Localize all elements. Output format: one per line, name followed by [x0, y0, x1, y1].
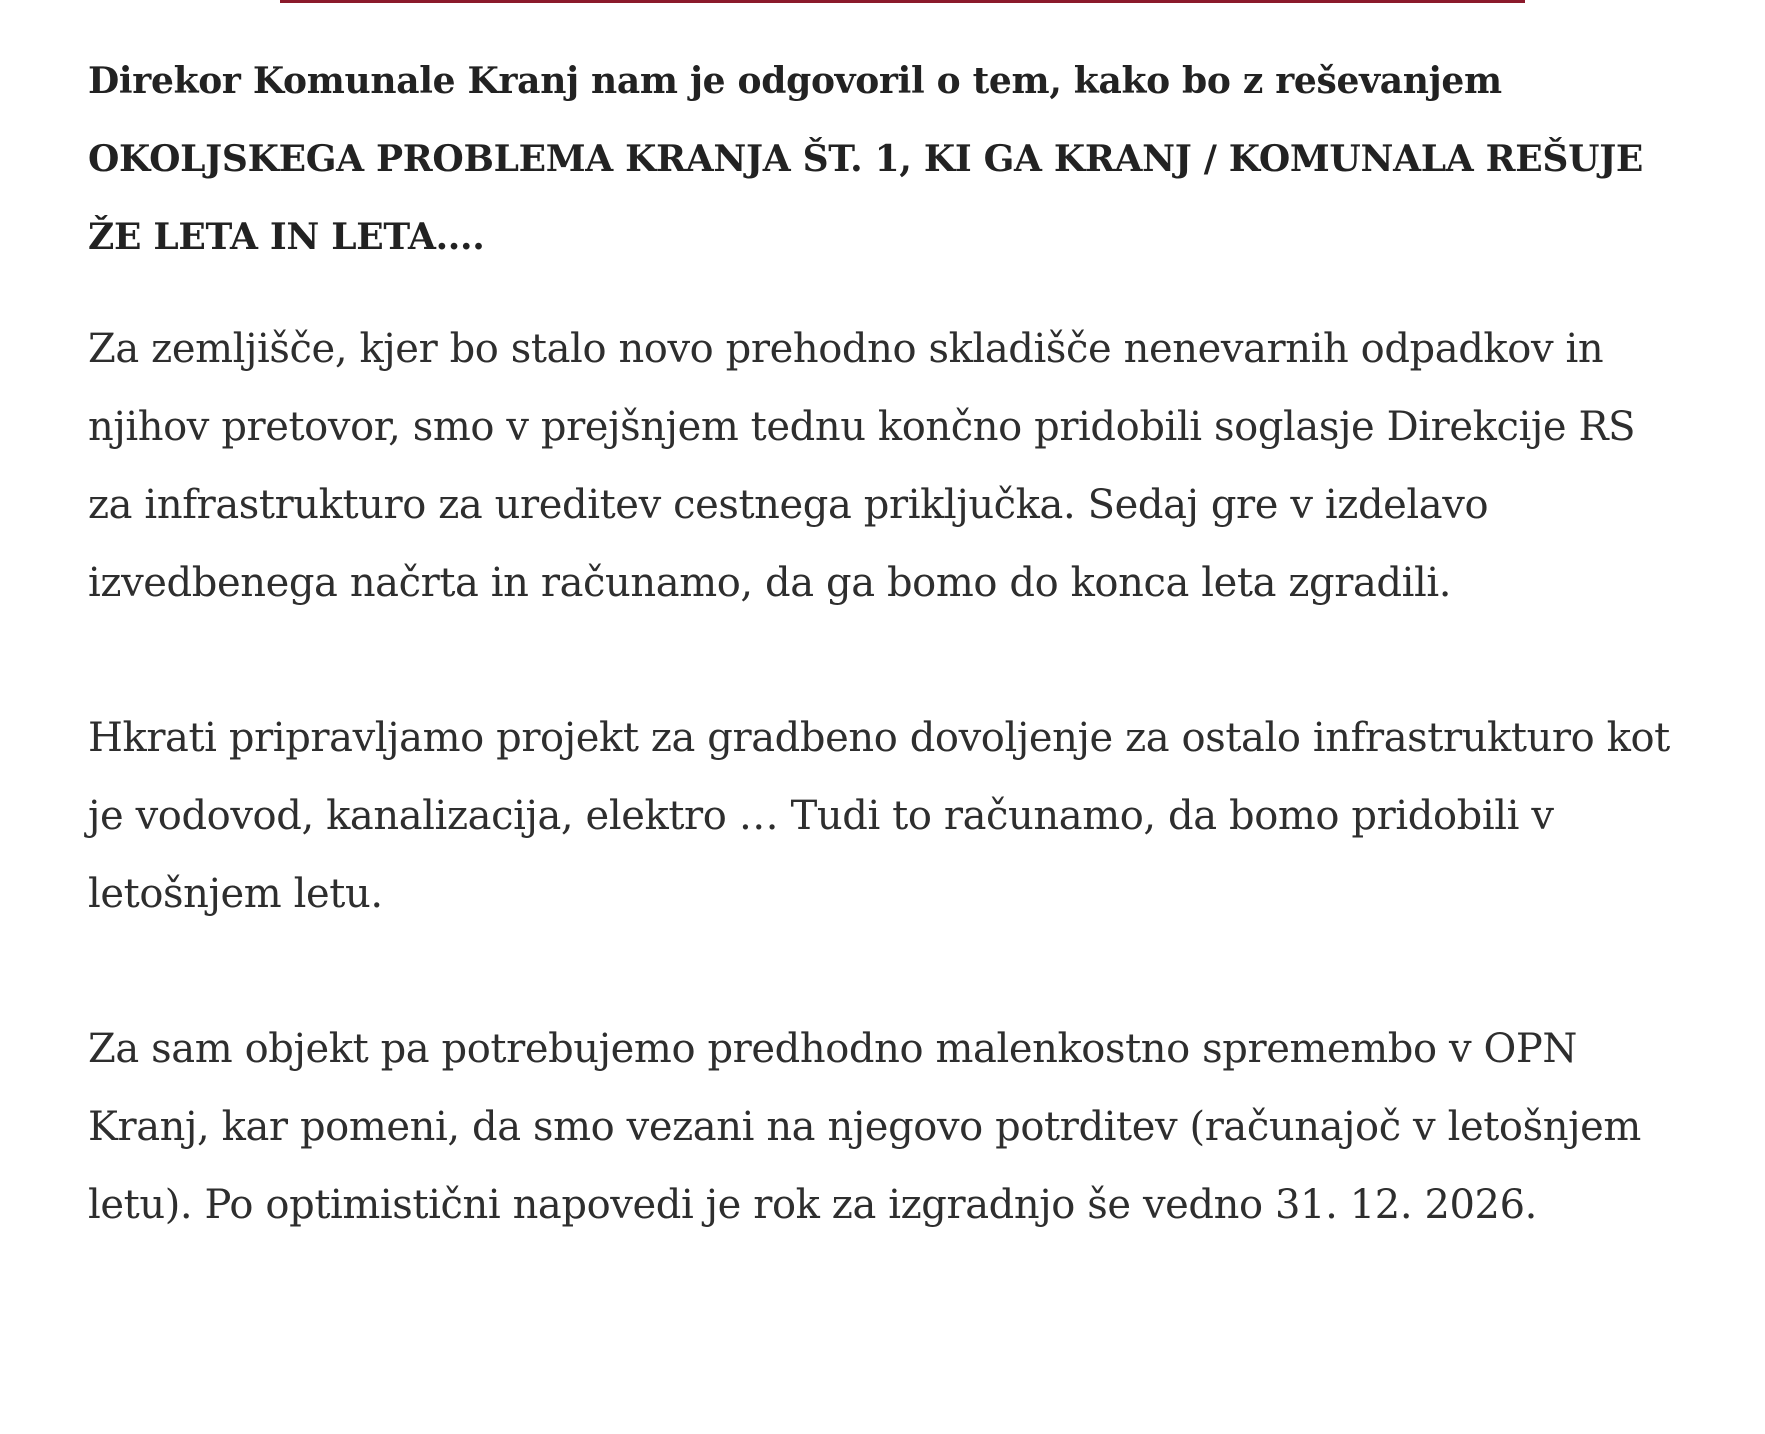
article-paragraph: Za zemljišče, kjer bo stalo novo prehodno skladišče nenevarnih odpadkov in njihov pretovor, smo v prejšnjem tednu končno pridobili soglasje Direkcije RS za infrastrukturo za ureditev cestnega priključka. Sedaj gre v izdelavo izvedbenega načrta in računamo, da ga bomo do konca leta zgradili. — [88, 326, 1636, 606]
article-lead: Direkor Komunale Kranj nam je odgovoril o tem, kako bo z reševanjem OKOLJSKEGA PROBLEMA KRANJA ŠT. 1, KI GA KRANJ / KOMUNALA REŠUJE ŽE LETA IN LETA.... — [88, 60, 1644, 258]
article-paragraph: Za sam objekt pa potrebujemo predhodno malenkostno spremembo v OPN Kranj, kar pomeni, da smo vezani na njegovo potrditev (računajoč v letošnjem letu). Po optimistični napovedi je rok za izgradnjo še vedno 31. 12. 2026. — [88, 1026, 1641, 1228]
article-paragraph: Hkrati pripravljamo projekt za gradbeno dovoljenje za ostalo infrastrukturo kot je vodovod, kanalizacija, elektro … Tudi to računamo, da bomo pridobili v letošnjem letu. — [88, 715, 1670, 917]
article-body — [88, 42, 1678, 1244]
top-accent-rule — [280, 0, 1525, 3]
